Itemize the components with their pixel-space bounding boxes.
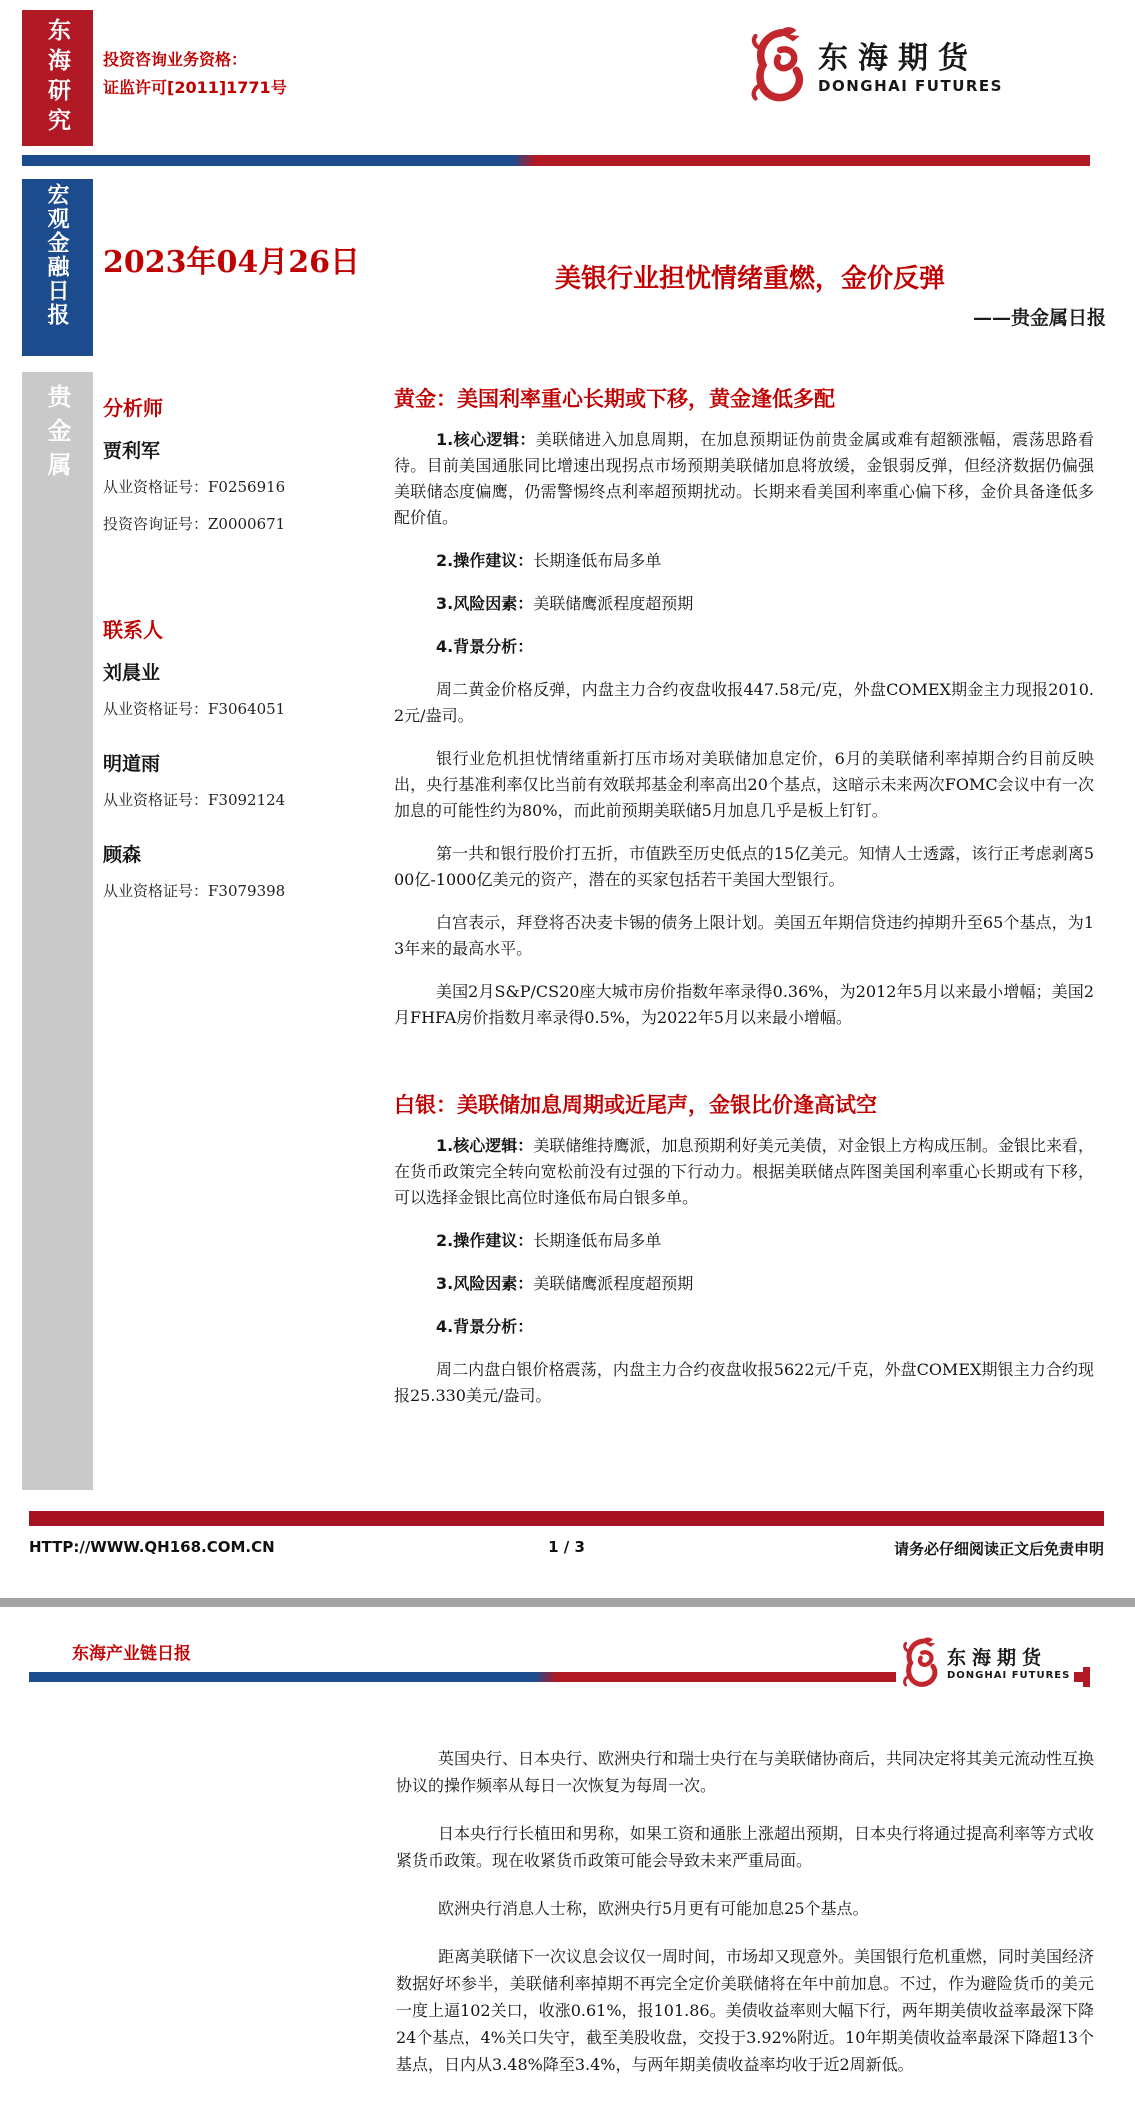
gold-section-heading: 黄金：美国利率重心长期或下移，黄金逢低多配 [394, 387, 835, 411]
item-text: 长期逢低布局多单 [533, 1231, 662, 1250]
gold-item [394, 548, 1094, 574]
item-text: 美联储鹰派程度超预期 [533, 1274, 694, 1293]
item-label: 2.操作建议： [436, 551, 534, 570]
analyst-label: 分析师 [103, 396, 163, 420]
footer-page-number: 1 / 3 [548, 1538, 585, 1556]
page2-body [396, 1745, 1094, 2099]
page2-paragraph: 英国央行、日本央行、欧洲央行和瑞士央行在与美联储协商后，共同决定将其美元流动性互换协议的操作频率从每日一次恢复为每周一次。 [396, 1749, 1095, 1795]
report-date: 2023年04月26日 [103, 245, 360, 280]
analyst-cert: 投资咨询证号：Z0000671 [103, 515, 286, 533]
qualification-line1: 投资咨询业务资格： [103, 50, 248, 69]
item-label: 3.风险因素： [436, 1274, 534, 1293]
silver-item [394, 1314, 1094, 1340]
contact-entry [103, 658, 303, 721]
gold-analysis-paragraph: 第一共和银行股价打五折，市值跌至历史低点的15亿美元。知情人士透露，该行正考虑剥离500亿-1000亿美元的资产，潜在的买家包括若干美国大型银行。 [394, 844, 1094, 889]
silver-analysis-paragraph: 周二内盘白银价格震荡，内盘主力合约夜盘收报5622元/千克，外盘COMEX期银主力合约现报25.330美元/盎司。 [394, 1360, 1094, 1405]
footer-url-link[interactable]: HTTP://WWW.QH168.COM.CN [29, 1538, 275, 1556]
contact-cert: 从业资格证号：F3092124 [103, 791, 286, 809]
silver-section-heading: 白银：美联储加息周期或近尾声，金银比价逢高试空 [394, 1093, 877, 1117]
silver-item [394, 1133, 1094, 1211]
item-label: 1.核心逻辑： [436, 1136, 534, 1155]
sidebar-category-label: 宏观金融日报 [44, 183, 70, 327]
qualification-line2: 证监许可[2011]1771号 [103, 78, 287, 97]
sidebar-category-box [22, 179, 93, 356]
gold-item [394, 591, 1094, 617]
footer-row [29, 1538, 1104, 1559]
report-subtitle: ——贵金属日报 [972, 307, 1106, 329]
footer-disclaimer: 请务必仔细阅读正文后免责申明 [893, 1540, 1104, 1558]
item-text: 长期逢低布局多单 [533, 551, 662, 570]
contact-label: 联系人 [103, 618, 163, 642]
page2-paragraph: 欧洲央行消息人士称，欧洲央行5月更有可能加息25个基点。 [438, 1899, 869, 1918]
page2-paragraph: 日本央行行长植田和男称，如果工资和通胀上涨超出预期，日本央行将通过提高利率等方式收紧货币政策。现在收紧货币政策可能会导致未来严重局面。 [396, 1824, 1095, 1870]
item-label: 3.风险因素： [436, 594, 534, 613]
gold-item [394, 634, 1094, 660]
brand-box [22, 10, 93, 146]
item-label: 1.核心逻辑： [436, 430, 536, 449]
contact-entry [103, 840, 303, 903]
item-label: 4.背景分析： [436, 637, 534, 656]
dragon-logo-icon [746, 22, 808, 106]
logo-text [818, 33, 1003, 95]
item-text: 美联储鹰派程度超预期 [533, 594, 694, 613]
gold-analysis-paragraph: 白宫表示，拜登将否决麦卡锡的债务上限计划。美国五年期信贷违约掉期升至65个基点，为13年来的最高水平。 [394, 913, 1094, 958]
sidebar-topic-label: 贵金属 [43, 384, 72, 486]
company-logo [746, 22, 1003, 106]
report-title: 美银行业担忧情绪重燃，金价反弹 [554, 264, 945, 294]
silver-item [394, 1228, 1094, 1254]
page-break-bar [0, 1598, 1135, 1607]
sidebar-topic-box [22, 372, 93, 1490]
contact-name: 顾森 [103, 844, 142, 866]
contact-name: 明道雨 [103, 753, 161, 775]
analyst-name: 贾利军 [103, 440, 161, 462]
gold-item [394, 427, 1094, 531]
item-label: 2.操作建议： [436, 1231, 534, 1250]
header-divider [22, 155, 1090, 166]
gold-analysis-paragraph: 周二黄金价格反弹，内盘主力合约夜盘收报447.58元/克，外盘COMEX期金主力现报2010.2元/盎司。 [394, 680, 1094, 725]
brand-box-label: 东海研究 [44, 18, 71, 138]
page2-paragraph: 距离美联储下一次议息会议仅一周时间，市场却又现意外。美国银行危机重燃，同时美国经济数据好坏参半，美联储利率掉期不再完全定价美联储将在年中前加息。不过，作为避险货币的美元一度上逼102关口，收涨0.61%，报101.86。美债收益率则大幅下行，两年期美债收益率最深下降24个基点，4%关口失守，截至美股收盘，交投于3.92%附近。10年期美债收益率最深下降超13个基点，日内从3.48%降至3.4%，与两年期美债收益率均收于近2周新低。 [396, 1947, 1095, 2074]
contact-name: 刘晨业 [103, 662, 161, 684]
logo-cn-text: 东海期货 [947, 1647, 1048, 1669]
footer-bar [29, 1511, 1104, 1526]
gold-analysis-paragraph: 银行业危机担忧情绪重新打压市场对美联储加息定价，6月的美联储利率掉期合约目前反映出，央行基准利率仅比当前有效联邦基金利率高出20个基点，这暗示未来两次FOMC会议中有一次加息的可能性约为80%，而此前预期美联储5月加息几乎是板上钉钉。 [394, 749, 1094, 820]
gold-analysis-paragraph: 美国2月S&P/CS20座大城市房价指数年率录得0.36%，为2012年5月以来最小增幅；美国2月FHFA房价指数月率录得0.5%，为2022年5月以来最小增幅。 [394, 982, 1094, 1027]
company-logo [896, 1634, 1074, 1690]
qualification-text [103, 46, 287, 102]
contact-cert: 从业资格证号：F3064051 [103, 700, 286, 718]
logo-en-text: DONGHAI FUTURES [818, 77, 1003, 95]
people-column [103, 392, 303, 931]
item-label: 4.背景分析： [436, 1317, 534, 1336]
logo-en-text: DONGHAI FUTURES [947, 1670, 1071, 1681]
contact-cert: 从业资格证号：F3079398 [103, 882, 286, 900]
logo-text [947, 1643, 1070, 1681]
page2-header-title: 东海产业链日报 [72, 1644, 191, 1664]
item-text: 美联储维持鹰派，加息预期利好美元美债，对金银上方构成压制。金银比来看，在货币政策完全转向宽松前没有过强的下行动力。根据美联储点阵图美国利率重心长期或有下移，可以选择金银比高位时逢低布局白银多单。 [394, 1136, 1094, 1207]
dragon-logo-icon [900, 1634, 940, 1690]
analyst-cert: 从业资格证号：F0256916 [103, 478, 286, 496]
silver-item [394, 1271, 1094, 1297]
logo-cn-text: 东海期货 [818, 41, 978, 76]
contact-entry [103, 749, 303, 812]
report-body [394, 383, 1094, 1426]
page2-divider-endcap [1083, 1667, 1090, 1687]
item-text: 美联储进入加息周期，在加息预期证伪前贵金属或难有超额涨幅，震荡思路看待。目前美国通胀同比增速出现拐点市场预期美联储加息将放缓，金银弱反弹，但经济数据仍偏强美联储态度偏鹰，仍需警惕终点利率超预期扰动。长期来看美国利率重心偏下移，金价具备逢低多配价值。 [394, 430, 1094, 527]
